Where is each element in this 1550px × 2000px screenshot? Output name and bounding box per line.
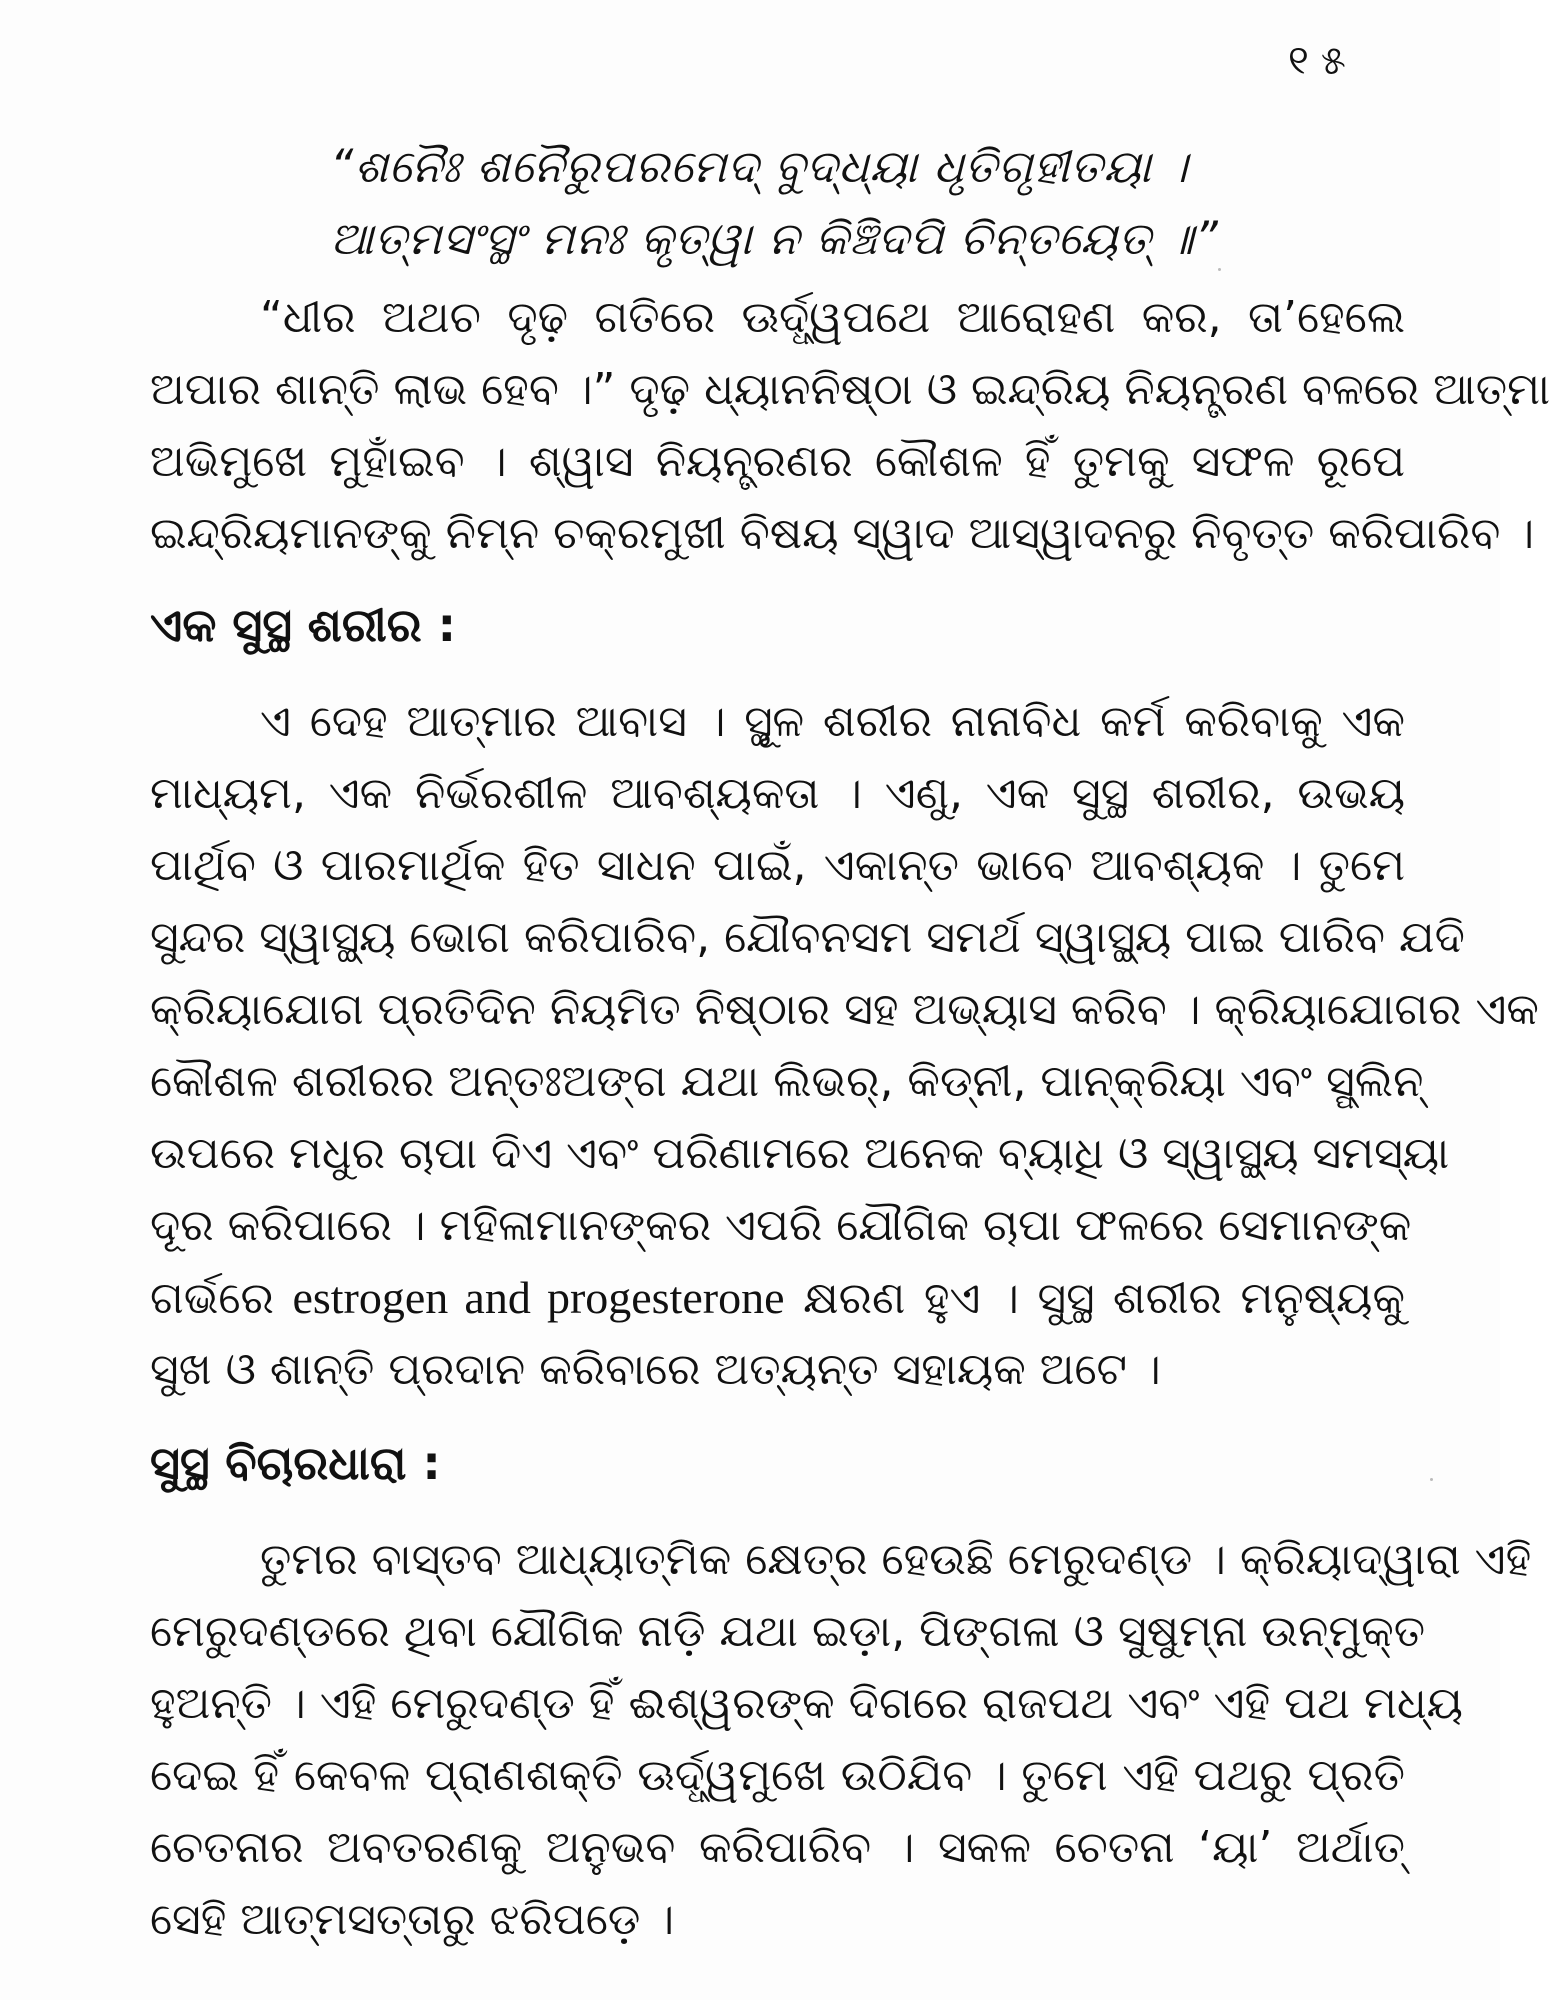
paragraph-line: ଦୂର କରିପାରେ । ମହିଳାମାନଙ୍କର ଏପରି ଯୌଗିକ ଚାପା ଫଳରେ ସେମାନଙ୍କ <box>150 1200 1412 1251</box>
paper-speck <box>1430 1478 1433 1481</box>
paragraph-line: ମାଧ୍ୟମ, ଏକ ନିର୍ଭରଶୀଳ ଆବଶ୍ୟକତା । ଏଣୁ, ଏକ ସୁସ୍ଥ ଶରୀର, ଉଭୟ <box>150 768 1405 819</box>
paragraph-line-mixed <box>150 1262 1405 1334</box>
paragraph-line: ସୁନ୍ଦର ସ୍ୱାସ୍ଥ୍ୟ ଭୋଗ କରିପାରିବ, ଯୌବନସମ ସମର୍ଥ ସ୍ୱାସ୍ଥ୍ୟ ପାଇ ପାରିବ ଯଦି <box>150 912 1465 963</box>
paragraph-line: ପାର୍ଥିବ ଓ ପାରମାର୍ଥିକ ହିତ ସାଧନ ପାଇଁ, ଏକାନ୍ତ ଭାବେ ଆବଶ୍ୟକ । ତୁମେ <box>150 840 1405 891</box>
paragraph-line: କ୍ରିୟାଯୋଗ ପ୍ରତିଦିନ ନିୟମିତ ନିଷ୍ଠାର ସହ ଅଭ୍ୟାସ କରିବ । କ୍ରିୟାଯୋଗର ଏକ <box>150 984 1539 1035</box>
paragraph-text: ଗର୍ଭରେ <box>150 1273 293 1324</box>
paragraph-line: ଦେଇ ହିଁ କେବଳ ପ୍ରାଣଶକ୍ତି ଊର୍ଦ୍ଧ୍ୱମୁଖେ ଉଠିଯିବ । ତୁମେ ଏହି ପଥରୁ ପ୍ରତି <box>150 1750 1405 1801</box>
paragraph-text: କ୍ଷରଣ ହୁଏ । ସୁସ୍ଥ ଶରୀର ମନୁଷ୍ୟକୁ <box>784 1273 1405 1324</box>
paragraph-line: ତୁମର ବାସ୍ତବ ଆଧ୍ୟାତ୍ମିକ କ୍ଷେତ୍ର ହେଉଛି ମେରୁଦଣ୍ଡ । କ୍ରିୟାଦ୍ୱାରା ଏହି <box>260 1534 1532 1585</box>
paragraph-line: ଇନ୍ଦ୍ରିୟମାନଙ୍କୁ ନିମ୍ନ ଚକ୍ରମୁଖୀ ବିଷୟ ସ୍ୱାଦ ଆସ୍ୱାଦନରୁ ନିବୃତ୍ତ କରିପାରିବ । <box>150 508 1535 559</box>
paragraph-line: ଏ ଦେହ ଆତ୍ମାର ଆବାସ । ସ୍ଥୂଳ ଶରୀର ନାନାବିଧ କର୍ମ କରିବାକୁ ଏକ <box>260 696 1405 747</box>
paragraph-line: ସୁଖ ଓ ଶାନ୍ତି ପ୍ରଦାନ କରିବାରେ ଅତ୍ୟନ୍ତ ସହାୟକ ଅଟେ । <box>150 1344 1161 1395</box>
paragraph-line: ଅଭିମୁଖେ ମୁହାଁଇବ । ଶ୍ୱାସ ନିୟନ୍ତ୍ରଣର କୌଶଳ ହିଁ ତୁମକୁ ସଫଳ ରୂପେ <box>150 436 1405 487</box>
paragraph-line: ଚେତନାର ଅବତରଣକୁ ଅନୁଭବ କରିପାରିବ । ସକଳ ଚେତନା ‘ୟା’ ଅର୍ଥାତ୍ <box>150 1822 1405 1873</box>
paragraph-line: ଉପରେ ମଧୁର ଚାପା ଦିଏ ଏବଂ ପରିଣାମରେ ଅନେକ ବ୍ୟାଧି ଓ ସ୍ୱାସ୍ଥ୍ୟ ସମସ୍ୟା <box>150 1128 1450 1179</box>
paragraph-line: କୌଶଳ ଶରୀରର ଅନ୍ତଃଅଙ୍ଗ ଯଥା ଲିଭର୍, କିଡ୍ନୀ, ପାନ୍‌କ୍ରିୟା ଏବଂ ସ୍ପ୍ଲିନ୍ <box>150 1056 1424 1107</box>
verse-line: “ଶନୈଃ ଶନୈରୁପରମେଦ୍ ବୁଦ୍ଧ୍ୟା ଧୃତିଗୃହୀତୟା । <box>330 140 1189 193</box>
paper-speck <box>1218 268 1221 271</box>
paragraph-line: ହୁଅନ୍ତି । ଏହି ମେରୁଦଣ୍ଡ ହିଁ ଈଶ୍ୱରଙ୍କ ଦିଗରେ ରାଜପଥ ଏବଂ ଏହି ପଥ ମଧ୍ୟ <box>150 1678 1463 1729</box>
paragraph-line: ସେହି ଆତ୍ମସତ୍ତାରୁ ଝରିପଡ଼େ । <box>150 1894 675 1945</box>
paragraph-line: ଅପାର ଶାନ୍ତି ଲାଭ ହେବ ।” ଦୃଢ଼ ଧ୍ୟାନନିଷ୍ଠା ଓ ଇନ୍ଦ୍ରିୟ ନିୟନ୍ତ୍ରଣ ବଳରେ ଆତ୍ମା <box>150 364 1550 415</box>
section-heading: ଏକ ସୁସ୍ଥ ଶରୀର : <box>150 598 457 652</box>
paragraph-line: “ଧୀର ଅଥଚ ଦୃଢ଼ ଗତିରେ ଊର୍ଦ୍ଧ୍ୱପଥେ ଆରୋହଣ କର, ତା’ହେଲେ <box>260 292 1405 343</box>
page-number: ୧୫ <box>1288 38 1358 84</box>
hormone-names: estrogen and progesterone <box>292 1272 785 1323</box>
paragraph-line: ମେରୁଦଣ୍ଡରେ ଥିବା ଯୌଗିକ ନାଡ଼ି ଯଥା ଇଡ଼ା, ପିଙ୍ଗଳା ଓ ସୁଷୁମ୍ନା ଉନ୍ମୁକ୍ତ <box>150 1606 1426 1657</box>
section-heading: ସୁସ୍ଥ ବିଚାରଧାରା : <box>150 1436 441 1490</box>
verse-line: ଆତ୍ମସଂସ୍ଥଂ ମନଃ କୃତ୍ୱା ନ କିଞ୍ଚିଦପି ଚିନ୍ତୟେତ୍ ॥” <box>330 212 1219 265</box>
